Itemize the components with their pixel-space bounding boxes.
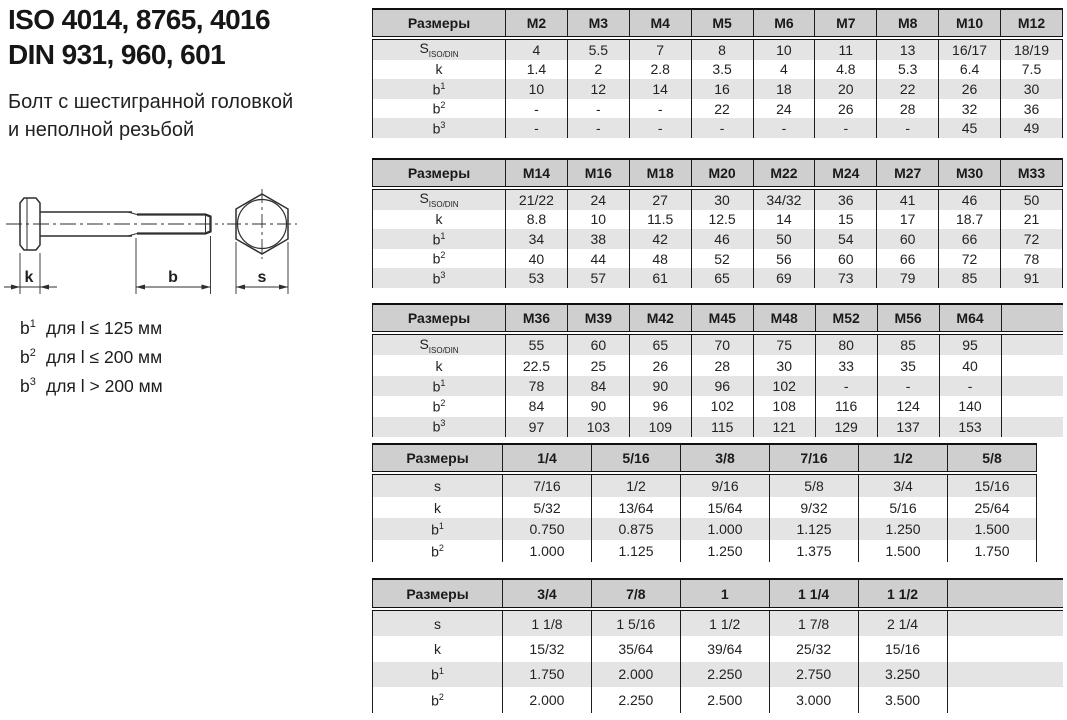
row-label-cell: $S_{ISO/DIN}$	[373, 188, 506, 210]
value-cell: 78	[506, 376, 568, 396]
size-column-header: M14	[506, 159, 568, 188]
value-cell: 75	[753, 333, 815, 355]
value-cell: 84	[567, 376, 629, 396]
table-row	[373, 540, 1037, 562]
value-cell: -	[629, 99, 691, 119]
row-label-cell: k	[373, 636, 503, 661]
value-cell: 116	[815, 396, 877, 416]
value-cell: 18	[753, 79, 815, 99]
size-column-header: M22	[753, 159, 815, 188]
empty-cell	[1001, 417, 1063, 437]
size-column-header: 3/4	[503, 579, 592, 609]
value-cell: -	[567, 99, 629, 119]
value-cell: 1 7/8	[769, 609, 858, 636]
value-cell: 26	[815, 99, 877, 119]
standards-title-block	[8, 2, 270, 72]
table-row	[373, 417, 1064, 437]
table-row	[373, 473, 1037, 497]
product-description-line1: Болт с шестигранной головкой	[8, 91, 294, 113]
value-cell: 14	[753, 210, 815, 230]
value-cell: 25/32	[769, 636, 858, 661]
table-header-row	[373, 159, 1063, 188]
table-row	[373, 210, 1063, 230]
size-column-header: M20	[691, 159, 753, 188]
value-cell: 56	[753, 249, 815, 269]
row-label-cell: $b^3$	[373, 268, 506, 288]
table-row	[373, 518, 1037, 540]
size-column-header: 1/4	[503, 444, 592, 473]
value-cell: 27	[629, 188, 691, 210]
value-cell: 0.875	[592, 518, 681, 540]
table-row	[373, 609, 1064, 636]
size-column-header: 3/8	[681, 444, 770, 473]
size-column-header: M8	[877, 9, 939, 38]
value-cell: 13/64	[592, 497, 681, 519]
size-column-header: M16	[567, 159, 629, 188]
table-row	[373, 687, 1064, 712]
value-cell: 1.500	[948, 518, 1037, 540]
value-cell: 7	[629, 38, 691, 60]
value-cell: 33	[815, 355, 877, 375]
value-cell: 30	[1001, 79, 1063, 99]
size-column-header: M52	[815, 304, 877, 333]
empty-cell	[1001, 355, 1063, 375]
value-cell: 2.500	[680, 687, 769, 712]
value-cell: 2.8	[629, 60, 691, 80]
size-column-header: M5	[691, 9, 753, 38]
value-cell: 140	[939, 396, 1001, 416]
value-cell: 66	[939, 229, 1001, 249]
value-cell: -	[815, 376, 877, 396]
value-cell: 36	[1001, 99, 1063, 119]
value-cell: 1 1/8	[503, 609, 592, 636]
row-label-cell: $b^3$	[373, 417, 506, 437]
value-cell: 1 1/2	[680, 609, 769, 636]
value-cell: 45	[939, 118, 1001, 138]
empty-header-cell	[1001, 304, 1063, 333]
table-row	[373, 396, 1064, 416]
value-cell: 10	[567, 210, 629, 230]
row-label-cell: k	[373, 210, 506, 230]
value-cell: 72	[1001, 229, 1063, 249]
iso-standards-title: ISO 4014, 8765, 4016	[8, 4, 270, 35]
value-cell: 3.500	[858, 687, 947, 712]
value-cell: 17	[877, 210, 939, 230]
table-header-row	[373, 579, 1064, 609]
value-cell: 15/16	[858, 636, 947, 661]
value-cell: 2.000	[503, 687, 592, 712]
value-cell: 3.5	[691, 60, 753, 80]
value-cell: -	[691, 118, 753, 138]
empty-cell	[1001, 396, 1063, 416]
value-cell: 1.000	[503, 540, 592, 562]
footnotes	[20, 314, 163, 401]
value-cell: 70	[691, 333, 753, 355]
value-cell: 5.3	[877, 60, 939, 80]
table-header-row	[373, 444, 1037, 473]
value-cell: 36	[815, 188, 877, 210]
sizes-header-cell: Размеры	[373, 304, 506, 333]
value-cell: 16	[691, 79, 753, 99]
value-cell: 11.5	[629, 210, 691, 230]
value-cell: 97	[506, 417, 568, 437]
value-cell: 2	[567, 60, 629, 80]
size-column-header: M10	[939, 9, 1001, 38]
table-row	[373, 38, 1063, 60]
value-cell: 90	[629, 376, 691, 396]
size-column-header: M30	[939, 159, 1001, 188]
empty-cell	[1001, 333, 1063, 355]
value-cell: 90	[567, 396, 629, 416]
value-cell: 85	[939, 268, 1001, 288]
footnote-b3: $b^3$ для l > 200 мм	[20, 376, 163, 396]
value-cell: 40	[506, 249, 568, 269]
size-column-header: 5/8	[948, 444, 1037, 473]
table-row	[373, 355, 1064, 375]
value-cell: 66	[877, 249, 939, 269]
size-column-header: M42	[629, 304, 691, 333]
value-cell: 4	[753, 60, 815, 80]
value-cell: 30	[753, 355, 815, 375]
value-cell: 3.000	[769, 687, 858, 712]
size-column-header: 7/8	[591, 579, 680, 609]
size-column-header: M2	[506, 9, 568, 38]
value-cell: 10	[506, 79, 568, 99]
value-cell: 103	[567, 417, 629, 437]
value-cell: 32	[939, 99, 1001, 119]
row-label-cell: k	[373, 355, 506, 375]
size-column-header: 5/16	[592, 444, 681, 473]
value-cell: 1.125	[592, 540, 681, 562]
value-cell: 50	[1001, 188, 1063, 210]
value-cell: 40	[939, 355, 1001, 375]
value-cell: 91	[1001, 268, 1063, 288]
value-cell: 1 5/16	[591, 609, 680, 636]
dimensions-table-metric-m36-m64	[372, 303, 1063, 437]
value-cell: -	[629, 118, 691, 138]
dim-label-b: b	[168, 269, 178, 286]
size-column-header: M6	[753, 9, 815, 38]
size-column-header: M48	[753, 304, 815, 333]
empty-cell	[947, 636, 1063, 661]
value-cell: -	[815, 118, 877, 138]
empty-cell	[1001, 376, 1063, 396]
value-cell: -	[877, 376, 939, 396]
empty-cell	[947, 687, 1063, 712]
value-cell: 2.250	[680, 662, 769, 687]
row-label-cell: s	[373, 609, 503, 636]
value-cell: 7/16	[503, 473, 592, 497]
sizes-header-cell: Размеры	[373, 444, 503, 473]
row-label-cell: $S_{ISO/DIN}$	[373, 333, 506, 355]
value-cell: 2.750	[769, 662, 858, 687]
value-cell: 42	[629, 229, 691, 249]
dimensions-table-metric-m14-m33	[372, 158, 1063, 288]
size-column-header: M18	[629, 159, 691, 188]
value-cell: 1.375	[770, 540, 859, 562]
value-cell: 1.4	[506, 60, 568, 80]
value-cell: 84	[506, 396, 568, 416]
empty-header-cell	[947, 579, 1063, 609]
row-label-cell: $b^1$	[373, 662, 503, 687]
value-cell: 69	[753, 268, 815, 288]
value-cell: 9/16	[681, 473, 770, 497]
row-label-cell: $S_{ISO/DIN}$	[373, 38, 506, 60]
row-label-cell: $b^1$	[373, 376, 506, 396]
value-cell: 21	[1001, 210, 1063, 230]
value-cell: 52	[691, 249, 753, 269]
value-cell: 55	[506, 333, 568, 355]
value-cell: 54	[815, 229, 877, 249]
value-cell: 24	[753, 99, 815, 119]
value-cell: 2 1/4	[858, 609, 947, 636]
table-row	[373, 229, 1063, 249]
size-column-header: M33	[1001, 159, 1063, 188]
footnote-b1: $b^1$ для l ≤ 125 мм	[20, 318, 163, 338]
table-row	[373, 99, 1063, 119]
value-cell: 57	[567, 268, 629, 288]
value-cell: 49	[1001, 118, 1063, 138]
value-cell: 18/19	[1001, 38, 1063, 60]
value-cell: 26	[939, 79, 1001, 99]
sizes-header-cell: Размеры	[373, 579, 503, 609]
value-cell: 16/17	[939, 38, 1001, 60]
value-cell: 34	[506, 229, 568, 249]
value-cell: -	[506, 118, 568, 138]
value-cell: 2.000	[591, 662, 680, 687]
value-cell: 5/8	[770, 473, 859, 497]
empty-cell	[947, 662, 1063, 687]
size-column-header: M39	[567, 304, 629, 333]
dimensions-table-inch-small	[372, 443, 1037, 562]
dimensions-table-metric-m2-m12	[372, 8, 1063, 138]
size-column-header: M7	[815, 9, 877, 38]
table-row	[373, 249, 1063, 269]
value-cell: 35	[877, 355, 939, 375]
value-cell: -	[567, 118, 629, 138]
value-cell: 1.250	[681, 540, 770, 562]
value-cell: 1.750	[503, 662, 592, 687]
value-cell: 65	[629, 333, 691, 355]
value-cell: 6.4	[939, 60, 1001, 80]
value-cell: 5/16	[859, 497, 948, 519]
value-cell: 38	[567, 229, 629, 249]
value-cell: 60	[815, 249, 877, 269]
value-cell: 12.5	[691, 210, 753, 230]
size-column-header: M56	[877, 304, 939, 333]
value-cell: 24	[567, 188, 629, 210]
value-cell: 5.5	[567, 38, 629, 60]
value-cell: 9/32	[770, 497, 859, 519]
value-cell: 129	[815, 417, 877, 437]
size-column-header: M12	[1001, 9, 1063, 38]
value-cell: 25/64	[948, 497, 1037, 519]
hex-head-end-view	[227, 189, 297, 294]
value-cell: 96	[691, 376, 753, 396]
value-cell: 124	[877, 396, 939, 416]
size-column-header: M45	[691, 304, 753, 333]
size-column-header: 7/16	[770, 444, 859, 473]
value-cell: 12	[567, 79, 629, 99]
value-cell: 137	[877, 417, 939, 437]
value-cell: 72	[939, 249, 1001, 269]
value-cell: 61	[629, 268, 691, 288]
value-cell: 8	[691, 38, 753, 60]
value-cell: 15/16	[948, 473, 1037, 497]
table-row	[373, 636, 1064, 661]
value-cell: 1.125	[770, 518, 859, 540]
table-row	[373, 333, 1064, 355]
value-cell: 121	[753, 417, 815, 437]
bolt-technical-drawing	[0, 186, 350, 312]
table-row	[373, 79, 1063, 99]
value-cell: -	[506, 99, 568, 119]
value-cell: 60	[567, 333, 629, 355]
size-column-header: M4	[629, 9, 691, 38]
value-cell: 15/32	[503, 636, 592, 661]
value-cell: -	[753, 118, 815, 138]
value-cell: 11	[815, 38, 877, 60]
value-cell: 35/64	[591, 636, 680, 661]
value-cell: 22.5	[506, 355, 568, 375]
dim-label-k: k	[24, 269, 34, 286]
value-cell: 46	[691, 229, 753, 249]
value-cell: 1/2	[592, 473, 681, 497]
value-cell: 28	[877, 99, 939, 119]
table-header-row	[373, 304, 1064, 333]
value-cell: 22	[877, 79, 939, 99]
row-label-cell: k	[373, 60, 506, 80]
sizes-header-cell: Размеры	[373, 159, 506, 188]
table-row	[373, 188, 1063, 210]
value-cell: 44	[567, 249, 629, 269]
row-label-cell: $b^3$	[373, 118, 506, 138]
empty-cell	[947, 609, 1063, 636]
value-cell: 80	[815, 333, 877, 355]
size-column-header: 1/2	[859, 444, 948, 473]
value-cell: 25	[567, 355, 629, 375]
size-column-header: 1 1/2	[858, 579, 947, 609]
value-cell: 15/64	[681, 497, 770, 519]
size-column-header: M24	[815, 159, 877, 188]
row-label-cell: $b^2$	[373, 396, 506, 416]
value-cell: 2.250	[591, 687, 680, 712]
table-row	[373, 376, 1064, 396]
value-cell: 10	[753, 38, 815, 60]
product-description	[8, 88, 293, 144]
value-cell: 115	[691, 417, 753, 437]
table-row	[373, 662, 1064, 687]
bolt-side-view	[4, 198, 224, 294]
value-cell: 1.750	[948, 540, 1037, 562]
value-cell: 41	[877, 188, 939, 210]
table-header-row	[373, 9, 1063, 38]
size-column-header: M27	[877, 159, 939, 188]
table-row	[373, 268, 1063, 288]
size-column-header: M64	[939, 304, 1001, 333]
row-label-cell: $b^2$	[373, 99, 506, 119]
value-cell: 13	[877, 38, 939, 60]
size-column-header: 1 1/4	[769, 579, 858, 609]
row-label-cell: k	[373, 497, 503, 519]
value-cell: 15	[815, 210, 877, 230]
value-cell: 79	[877, 268, 939, 288]
value-cell: 102	[753, 376, 815, 396]
value-cell: 39/64	[680, 636, 769, 661]
value-cell: 60	[877, 229, 939, 249]
value-cell: 26	[629, 355, 691, 375]
value-cell: 1.500	[859, 540, 948, 562]
table-row	[373, 118, 1063, 138]
size-column-header: M36	[506, 304, 568, 333]
value-cell: 96	[629, 396, 691, 416]
value-cell: 1.250	[859, 518, 948, 540]
value-cell: -	[877, 118, 939, 138]
value-cell: 53	[506, 268, 568, 288]
row-label-cell: $b^2$	[373, 687, 503, 712]
value-cell: 109	[629, 417, 691, 437]
value-cell: 22	[691, 99, 753, 119]
dimensions-table-inch-large	[372, 578, 1063, 713]
value-cell: 7.5	[1001, 60, 1063, 80]
value-cell: 48	[629, 249, 691, 269]
value-cell: 4	[506, 38, 568, 60]
value-cell: 21/22	[506, 188, 568, 210]
value-cell: 8.8	[506, 210, 568, 230]
value-cell: 95	[939, 333, 1001, 355]
value-cell: 108	[753, 396, 815, 416]
value-cell: 5/32	[503, 497, 592, 519]
row-label-cell: s	[373, 473, 503, 497]
product-description-line2: и неполной резьбой	[8, 119, 195, 141]
value-cell: 73	[815, 268, 877, 288]
value-cell: 20	[815, 79, 877, 99]
value-cell: 153	[939, 417, 1001, 437]
table-row	[373, 60, 1063, 80]
value-cell: 85	[877, 333, 939, 355]
value-cell: 46	[939, 188, 1001, 210]
value-cell: 28	[691, 355, 753, 375]
row-label-cell: $b^2$	[373, 249, 506, 269]
value-cell: 3/4	[859, 473, 948, 497]
table-row	[373, 497, 1037, 519]
value-cell: 0.750	[503, 518, 592, 540]
value-cell: 3.250	[858, 662, 947, 687]
row-label-cell: $b^1$	[373, 518, 503, 540]
row-label-cell: $b^1$	[373, 229, 506, 249]
value-cell: 78	[1001, 249, 1063, 269]
din-standards-title: DIN 931, 960, 601	[8, 39, 226, 70]
footnote-b2: $b^2$ для l ≤ 200 мм	[20, 347, 163, 367]
value-cell: 34/32	[753, 188, 815, 210]
value-cell: 4.8	[815, 60, 877, 80]
row-label-cell: $b^1$	[373, 79, 506, 99]
value-cell: 1.000	[681, 518, 770, 540]
value-cell: 102	[691, 396, 753, 416]
value-cell: 50	[753, 229, 815, 249]
sizes-header-cell: Размеры	[373, 9, 506, 38]
size-column-header: 1	[680, 579, 769, 609]
value-cell: 14	[629, 79, 691, 99]
value-cell: 65	[691, 268, 753, 288]
dim-label-s: s	[257, 269, 267, 286]
row-label-cell: $b^2$	[373, 540, 503, 562]
value-cell: -	[939, 376, 1001, 396]
value-cell: 30	[691, 188, 753, 210]
size-column-header: M3	[567, 9, 629, 38]
value-cell: 18.7	[939, 210, 1001, 230]
